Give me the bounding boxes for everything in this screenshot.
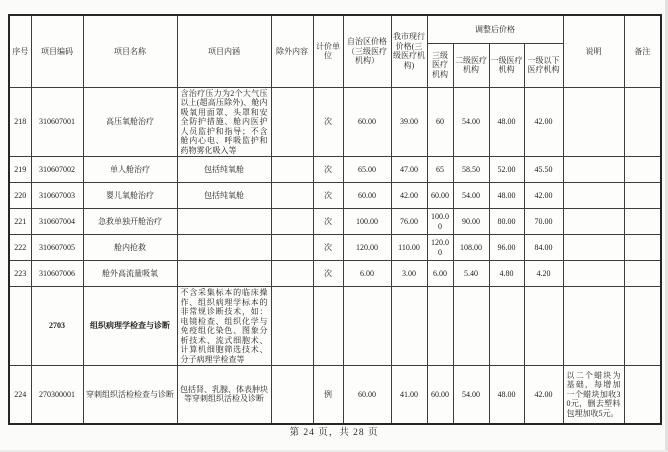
cell-content: 含治疗压力为2个大气压以上(超高压除外)、舱内吸氧用面罩、头罩和安全防护措施、舱内医护人员监护和指导；不含舱内心电、呼吸监护和药物雾化吸入等 bbox=[177, 87, 271, 157]
cell-region-price: 60.00 bbox=[343, 366, 391, 424]
header-seq: 序号 bbox=[9, 15, 31, 87]
table-row bbox=[9, 87, 661, 157]
cell-l2-price: 54.00 bbox=[453, 87, 489, 157]
cell-note bbox=[563, 183, 624, 209]
cell-unit: 次 bbox=[313, 183, 343, 209]
cell-l1-price bbox=[489, 287, 524, 366]
cell-l3-price: 100.00 bbox=[427, 209, 453, 235]
table-row bbox=[9, 287, 661, 366]
cell-name: 婴儿氧舱治疗 bbox=[83, 183, 177, 209]
price-table bbox=[8, 14, 662, 425]
header-remark: 备注 bbox=[624, 15, 661, 87]
header-name: 项目名称 bbox=[83, 15, 177, 87]
cell-l3-price: 60.00 bbox=[427, 366, 453, 424]
cell-unit: 次 bbox=[313, 235, 343, 261]
cell-l1-price: 52.00 bbox=[489, 157, 524, 183]
table-body bbox=[9, 87, 661, 424]
cell-l2-price: 5.40 bbox=[453, 261, 489, 287]
cell-city-price: 39.00 bbox=[391, 87, 427, 157]
cell-seq: 220 bbox=[9, 183, 31, 209]
cell-l1-price: 80.00 bbox=[489, 209, 524, 235]
cell-remark bbox=[624, 157, 661, 183]
header-note: 说明 bbox=[563, 15, 624, 87]
cell-seq: 219 bbox=[9, 157, 31, 183]
cell-seq: 218 bbox=[9, 87, 31, 157]
cell-remark bbox=[624, 183, 661, 209]
cell-unit: 例 bbox=[313, 366, 343, 424]
cell-region-price: 100.00 bbox=[343, 209, 391, 235]
table-row bbox=[9, 209, 661, 235]
cell-unit bbox=[313, 287, 343, 366]
cell-name: 穿刺组织活检检查与诊断 bbox=[83, 366, 177, 424]
header-l1: 一级医疗机构 bbox=[489, 43, 524, 87]
cell-l3-price: 6.00 bbox=[427, 261, 453, 287]
cell-sub-l1-price: 42.00 bbox=[524, 366, 563, 424]
cell-name: 舱内抢救 bbox=[83, 235, 177, 261]
cell-code: 310607005 bbox=[31, 235, 83, 261]
cell-l1-price: 4.80 bbox=[489, 261, 524, 287]
cell-l2-price: 58.50 bbox=[453, 157, 489, 183]
table-row bbox=[9, 157, 661, 183]
cell-exclusion bbox=[271, 209, 313, 235]
cell-name: 急救单独开舱治疗 bbox=[83, 209, 177, 235]
cell-l3-price: 60 bbox=[427, 87, 453, 157]
cell-code: 310607003 bbox=[31, 183, 83, 209]
cell-code: 310607002 bbox=[31, 157, 83, 183]
cell-remark bbox=[624, 287, 661, 366]
page-footer: 第 24 页，共 28 页 bbox=[289, 428, 379, 438]
cell-name: 组织病理学检查与诊断 bbox=[83, 287, 177, 366]
cell-region-price bbox=[343, 287, 391, 366]
header-exclusion: 除外内容 bbox=[271, 15, 313, 87]
header-region-price: 自治区价格（三级医疗机构） bbox=[343, 15, 391, 87]
cell-note bbox=[563, 235, 624, 261]
cell-note bbox=[563, 157, 624, 183]
cell-exclusion bbox=[271, 287, 313, 366]
cell-region-price: 65.00 bbox=[343, 157, 391, 183]
header-sub-l1: 一级以下医疗机构 bbox=[524, 43, 563, 87]
cell-remark bbox=[624, 366, 661, 424]
cell-region-price: 60.00 bbox=[343, 183, 391, 209]
cell-l1-price: 48.00 bbox=[489, 366, 524, 424]
cell-seq: 222 bbox=[9, 235, 31, 261]
cell-unit: 次 bbox=[313, 157, 343, 183]
cell-note bbox=[563, 287, 624, 366]
cell-l1-price: 48.00 bbox=[489, 87, 524, 157]
cell-content: 包括纯氧舱 bbox=[177, 183, 271, 209]
cell-exclusion bbox=[271, 235, 313, 261]
cell-remark bbox=[624, 209, 661, 235]
header-code: 项目编码 bbox=[31, 15, 83, 87]
table-row bbox=[9, 366, 661, 424]
cell-l2-price: 54.00 bbox=[453, 183, 489, 209]
cell-content: 包括肾、乳腺、体表肿块等穿刺组织活检及诊断 bbox=[177, 366, 271, 424]
cell-city-price: 3.00 bbox=[391, 261, 427, 287]
cell-exclusion bbox=[271, 366, 313, 424]
cell-city-price: 42.00 bbox=[391, 183, 427, 209]
cell-sub-l1-price: 84.00 bbox=[524, 235, 563, 261]
cell-name: 舱外高流量吸氧 bbox=[83, 261, 177, 287]
cell-exclusion bbox=[271, 87, 313, 157]
header-city-price: 我市现行价格(三级医疗机构) bbox=[391, 15, 427, 87]
cell-region-price: 60.00 bbox=[343, 87, 391, 157]
cell-city-price: 76.00 bbox=[391, 209, 427, 235]
cell-sub-l1-price: 42.00 bbox=[524, 183, 563, 209]
cell-code: 310607001 bbox=[31, 87, 83, 157]
cell-exclusion bbox=[271, 157, 313, 183]
cell-exclusion bbox=[271, 183, 313, 209]
cell-sub-l1-price: 42.00 bbox=[524, 87, 563, 157]
table-row bbox=[9, 183, 661, 209]
cell-sub-l1-price: 45.50 bbox=[524, 157, 563, 183]
cell-l1-price: 96.00 bbox=[489, 235, 524, 261]
header-l3: 三级医疗机构 bbox=[427, 43, 453, 87]
cell-sub-l1-price bbox=[524, 287, 563, 366]
cell-content bbox=[177, 235, 271, 261]
cell-l3-price bbox=[427, 287, 453, 366]
cell-unit: 次 bbox=[313, 209, 343, 235]
cell-region-price: 6.00 bbox=[343, 261, 391, 287]
cell-seq: 224 bbox=[9, 366, 31, 424]
table-header bbox=[9, 15, 661, 87]
cell-l3-price: 65 bbox=[427, 157, 453, 183]
cell-l3-price: 60.00 bbox=[427, 183, 453, 209]
header-adjusted-price: 调整后价格 bbox=[427, 15, 563, 43]
cell-sub-l1-price: 70.00 bbox=[524, 209, 563, 235]
cell-seq: 223 bbox=[9, 261, 31, 287]
cell-note bbox=[563, 87, 624, 157]
cell-l2-price: 54.00 bbox=[453, 366, 489, 424]
cell-note bbox=[563, 209, 624, 235]
cell-city-price: 47.00 bbox=[391, 157, 427, 183]
cell-code: 310607004 bbox=[31, 209, 83, 235]
cell-remark bbox=[624, 87, 661, 157]
cell-seq bbox=[9, 287, 31, 366]
cell-city-price: 41.00 bbox=[391, 366, 427, 424]
cell-remark bbox=[624, 261, 661, 287]
cell-content: 包括纯氧舱 bbox=[177, 157, 271, 183]
cell-code: 310607006 bbox=[31, 261, 83, 287]
cell-name: 单人舱治疗 bbox=[83, 157, 177, 183]
cell-code: 270300001 bbox=[31, 366, 83, 424]
cell-unit: 次 bbox=[313, 261, 343, 287]
cell-sub-l1-price: 4.20 bbox=[524, 261, 563, 287]
header-l2: 二级医疗机构 bbox=[453, 43, 489, 87]
cell-seq: 221 bbox=[9, 209, 31, 235]
cell-name: 高压氧舱治疗 bbox=[83, 87, 177, 157]
cell-content bbox=[177, 209, 271, 235]
cell-city-price bbox=[391, 287, 427, 366]
cell-code: 2703 bbox=[31, 287, 83, 366]
table-row bbox=[9, 235, 661, 261]
header-unit: 计价单位 bbox=[313, 15, 343, 87]
cell-note: 以二个蜡块为基础，每增加一个蜡块加收30元，删去塑料包埋加收5元。 bbox=[563, 366, 624, 424]
cell-l2-price: 90.00 bbox=[453, 209, 489, 235]
cell-region-price: 120.00 bbox=[343, 235, 391, 261]
cell-l2-price bbox=[453, 287, 489, 366]
cell-content bbox=[177, 261, 271, 287]
cell-note bbox=[563, 261, 624, 287]
cell-exclusion bbox=[271, 261, 313, 287]
cell-unit: 次 bbox=[313, 87, 343, 157]
cell-l3-price: 120.00 bbox=[427, 235, 453, 261]
table-row bbox=[9, 261, 661, 287]
header-content: 项目内涵 bbox=[177, 15, 271, 87]
cell-city-price: 110.00 bbox=[391, 235, 427, 261]
cell-content: 不含采集标本的临床操作、组织病理学标本的非常规诊断技术，如：电镜检查、组织化学与免疫组化染色、图象分析技术、流式细胞术、计算机细胞筛选技术、 分子病理学检查等 bbox=[177, 287, 271, 366]
cell-l2-price: 108.00 bbox=[453, 235, 489, 261]
cell-remark bbox=[624, 235, 661, 261]
cell-l1-price: 48.00 bbox=[489, 183, 524, 209]
